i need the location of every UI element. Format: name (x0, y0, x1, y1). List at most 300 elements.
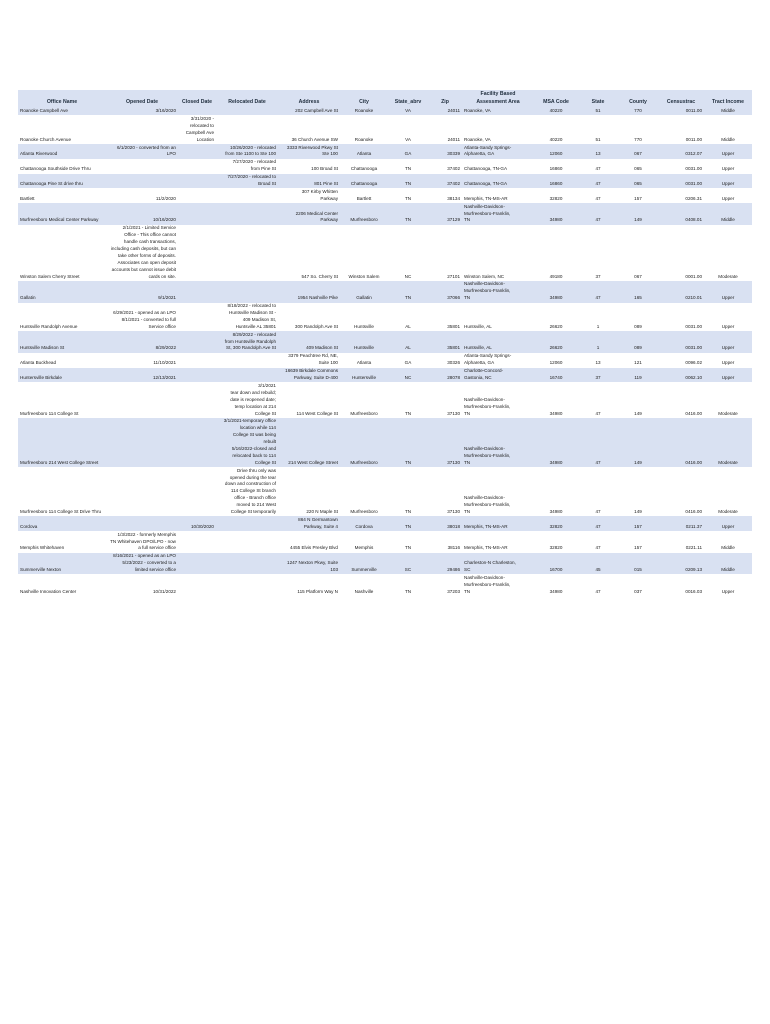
cell-city: Nashville (340, 574, 388, 596)
cell-office-name: Murfreesboro Medical Center Parkway (18, 203, 106, 225)
table-row (18, 225, 752, 281)
cell-office-name: Winston Salem Cherry Street (18, 225, 106, 281)
cell-office-name: Chattanooga Pine St drive thru (18, 174, 106, 189)
column-header-closed-date: Closed Date (178, 90, 216, 108)
cell-county: 065 (618, 174, 658, 189)
cell-tract-income: Upper (704, 188, 752, 203)
cell-state: 47 (578, 418, 618, 467)
cell-county: 165 (618, 281, 658, 303)
cell-address: 100 Broad St (278, 159, 340, 174)
cell-state: 47 (578, 159, 618, 174)
cell-censustract: 0206.31 (658, 188, 704, 203)
cell-relocated-date (216, 353, 278, 368)
cell-censustract: 0416.00 (658, 467, 704, 516)
cell-office-name: Atlanta Buckhead (18, 353, 106, 368)
cell-county: 157 (618, 188, 658, 203)
cell-state-abrv: TN (388, 516, 428, 531)
cell-state-abrv: TN (388, 159, 428, 174)
cell-censustract: 0031.00 (658, 174, 704, 189)
cell-msa-code: 34980 (534, 382, 578, 417)
table-row (18, 108, 752, 116)
cell-msa-code: 32820 (534, 531, 578, 553)
cell-msa-code: 34980 (534, 203, 578, 225)
cell-relocated-date (216, 574, 278, 596)
cell-tract-income: Moderate (704, 382, 752, 417)
cell-address: 220 N Maple St (278, 467, 340, 516)
cell-opened-date: 12/13/2021 (106, 368, 178, 383)
cell-tract-income: Upper (704, 303, 752, 332)
cell-msa-code: 12060 (534, 353, 578, 368)
cell-state: 47 (578, 382, 618, 417)
cell-closed-date (178, 553, 216, 575)
cell-state: 51 (578, 115, 618, 144)
cell-state: 47 (578, 174, 618, 189)
cell-closed-date (178, 353, 216, 368)
cell-censustract: 0031.00 (658, 303, 704, 332)
cell-county: 089 (618, 303, 658, 332)
cell-msa-code: 34980 (534, 418, 578, 467)
cell-address: 1954 Nashville Pike (278, 281, 340, 303)
cell-state-abrv: VA (388, 115, 428, 144)
cell-assessment-area: Nashville-Davidson- Murfreesboro-Franklin, TN (462, 418, 534, 467)
cell-address: 300 Randolph Ave St (278, 303, 340, 332)
column-header-address: Address (278, 90, 340, 108)
cell-state: 45 (578, 553, 618, 575)
cell-office-name: Murfreesboro 114 College St Drive Thru (18, 467, 106, 516)
table-row (18, 531, 752, 553)
table-row (18, 281, 752, 303)
cell-address: 202 Campbell Ave St (278, 108, 340, 116)
cell-censustract: 0031.00 (658, 331, 704, 353)
cell-assessment-area: Huntsville, AL (462, 303, 534, 332)
cell-relocated-date: Drive thru only was opened during the tear down and construction of 114 College St branch office - Branch office moved to 214 West College St temporarily (216, 467, 278, 516)
column-header-state: State (578, 90, 618, 108)
cell-tract-income: Moderate (704, 467, 752, 516)
cell-address: 1247 Nexton Pkwy, Suite 103 (278, 553, 340, 575)
cell-state: 47 (578, 574, 618, 596)
cell-relocated-date: 10/26/2020 - relocated from Ste 1100 to Ste 100 (216, 144, 278, 159)
cell-office-name: Huntersville Birkdale (18, 368, 106, 383)
cell-censustract: 0062.10 (658, 368, 704, 383)
cell-address: 16639 Birkdale Commons Parkway, Suite D-400 (278, 368, 340, 383)
cell-relocated-date (216, 368, 278, 383)
cell-city: Roanoke (340, 115, 388, 144)
cell-zip: 37130 (428, 467, 462, 516)
cell-address: 547 So. Cherry St (278, 225, 340, 281)
cell-tract-income: Middle (704, 553, 752, 575)
cell-opened-date (106, 516, 178, 531)
cell-assessment-area: Charlotte-Concord- Gastonia, NC (462, 368, 534, 383)
cell-address: 115 Platform Way N (278, 574, 340, 596)
branch-office-table (18, 90, 752, 596)
cell-opened-date: 8/29/2022 (106, 331, 178, 353)
cell-opened-date (106, 174, 178, 189)
cell-closed-date (178, 303, 216, 332)
cell-state: 37 (578, 225, 618, 281)
cell-msa-code: 26620 (534, 331, 578, 353)
cell-closed-date (178, 368, 216, 383)
cell-assessment-area: Winston Salem, NC (462, 225, 534, 281)
cell-closed-date (178, 108, 216, 116)
cell-relocated-date: 7/27/2020 - relocated from Pine St (216, 159, 278, 174)
cell-state-abrv: SC (388, 553, 428, 575)
cell-county: 149 (618, 467, 658, 516)
cell-state: 1 (578, 303, 618, 332)
table-row (18, 382, 752, 417)
cell-zip: 35801 (428, 331, 462, 353)
cell-office-name: Murfreesboro 114 College St (18, 382, 106, 417)
cell-opened-date: 9/1/2021 (106, 281, 178, 303)
cell-city: Gallatin (340, 281, 388, 303)
cell-county: 067 (618, 144, 658, 159)
cell-msa-code: 34980 (534, 281, 578, 303)
cell-state-abrv: TN (388, 203, 428, 225)
cell-censustract: 0416.00 (658, 418, 704, 467)
cell-address: 3333 Riverwood Pkwy St Ste 100 (278, 144, 340, 159)
cell-msa-code: 12060 (534, 144, 578, 159)
cell-city: Bartlett (340, 188, 388, 203)
cell-city: Summerville (340, 553, 388, 575)
cell-closed-date (178, 467, 216, 516)
cell-tract-income: Upper (704, 516, 752, 531)
cell-msa-code: 34980 (534, 574, 578, 596)
cell-city: Huntsville (340, 303, 388, 332)
cell-office-name: Huntsville Madison St (18, 331, 106, 353)
cell-assessment-area: Chattanooga, TN-GA (462, 159, 534, 174)
cell-censustract: 0210.01 (658, 281, 704, 303)
cell-county: 065 (618, 159, 658, 174)
table-row (18, 115, 752, 144)
cell-zip: 37129 (428, 203, 462, 225)
cell-relocated-date: 8/18/2022 - relocated to Huntsville Madison St - 409 Madison St, Huntsville AL 35801 (216, 303, 278, 332)
cell-tract-income: Moderate (704, 225, 752, 281)
cell-state-abrv: NC (388, 368, 428, 383)
cell-assessment-area: Chattanooga, TN-GA (462, 174, 534, 189)
cell-state-abrv: NC (388, 225, 428, 281)
cell-state: 47 (578, 203, 618, 225)
cell-opened-date: 6/29/2021 - opened as an LPO 8/1/2021 - converted to full Service office (106, 303, 178, 332)
cell-closed-date (178, 203, 216, 225)
cell-address: 2206 Medical Center Parkway (278, 203, 340, 225)
cell-closed-date (178, 531, 216, 553)
cell-msa-code: 16700 (534, 553, 578, 575)
cell-tract-income: Upper (704, 159, 752, 174)
cell-state-abrv: TN (388, 467, 428, 516)
cell-office-name: Summerville Nexton (18, 553, 106, 575)
cell-censustract: 0221.11 (658, 531, 704, 553)
cell-closed-date (178, 382, 216, 417)
cell-state-abrv: TN (388, 531, 428, 553)
cell-assessment-area: Charleston-N Charleston, SC (462, 553, 534, 575)
cell-zip: 24011 (428, 115, 462, 144)
cell-closed-date: 3/31/2020 - relocated to Campbell Ave Location (178, 115, 216, 144)
cell-office-name: Nashville Innovation Center (18, 574, 106, 596)
cell-address: 4455 Elvis Presley Blvd (278, 531, 340, 553)
table-row (18, 418, 752, 467)
cell-zip: 30326 (428, 353, 462, 368)
column-header-relocated-date: Relocated Date (216, 90, 278, 108)
table-row (18, 188, 752, 203)
cell-opened-date (106, 467, 178, 516)
cell-assessment-area: Memphis, TN-MS-AR (462, 531, 534, 553)
table-row (18, 467, 752, 516)
cell-county: 157 (618, 516, 658, 531)
table-row (18, 144, 752, 159)
table-row (18, 159, 752, 174)
table-row (18, 203, 752, 225)
cell-tract-income: Upper (704, 144, 752, 159)
cell-county: 149 (618, 382, 658, 417)
cell-tract-income: Moderate (704, 418, 752, 467)
cell-relocated-date (216, 553, 278, 575)
cell-opened-date: 2/1/2021 - Limited Service Office - This office cannot handle cash transactions, including cash deposits, but can take other forms of deposits. Associates can open deposit accounts but cannot issue debit cards on site. (106, 225, 178, 281)
cell-relocated-date (216, 281, 278, 303)
cell-opened-date: 11/10/2021 (106, 353, 178, 368)
cell-closed-date (178, 174, 216, 189)
column-header-office-name: Office Name (18, 90, 106, 108)
cell-office-name: Cordova (18, 516, 106, 531)
cell-zip: 38134 (428, 188, 462, 203)
cell-state: 47 (578, 516, 618, 531)
cell-zip: 37130 (428, 418, 462, 467)
cell-msa-code: 16860 (534, 159, 578, 174)
cell-msa-code: 16740 (534, 368, 578, 383)
cell-assessment-area: Nashville-Davidson- Murfreesboro-Franklin, TN (462, 203, 534, 225)
cell-city: Huntersville (340, 368, 388, 383)
cell-state-abrv: TN (388, 281, 428, 303)
cell-tract-income: Upper (704, 574, 752, 596)
cell-relocated-date: 3/1/2021 tear down and rebuild; date is reopened date; temp location at 214 College St (216, 382, 278, 417)
cell-relocated-date (216, 108, 278, 116)
cell-city: Chattanooga (340, 159, 388, 174)
cell-city: Memphis (340, 531, 388, 553)
cell-city: Murfreesboro (340, 418, 388, 467)
cell-state: 47 (578, 281, 618, 303)
cell-censustract: 0011.00 (658, 115, 704, 144)
table-row (18, 574, 752, 596)
cell-zip: 24011 (428, 108, 462, 116)
cell-relocated-date (216, 188, 278, 203)
cell-msa-code: 26620 (534, 303, 578, 332)
cell-state-abrv: AL (388, 331, 428, 353)
cell-closed-date (178, 144, 216, 159)
cell-msa-code: 40220 (534, 115, 578, 144)
cell-zip: 35801 (428, 303, 462, 332)
cell-assessment-area: Atlanta-Sandy Springs- Alpharetta, GA (462, 144, 534, 159)
column-header-state-abrv: State_abrv (388, 90, 428, 108)
cell-state: 1 (578, 331, 618, 353)
cell-city: Murfreesboro (340, 203, 388, 225)
cell-office-name: Memphis Whitehaven (18, 531, 106, 553)
cell-closed-date: 10/30/2020 (178, 516, 216, 531)
column-header-msa-code: MSA Code (534, 90, 578, 108)
cell-address: 864 N Germantown Parkway, Suite 4 (278, 516, 340, 531)
cell-county: 121 (618, 353, 658, 368)
table-row (18, 174, 752, 189)
cell-zip: 37066 (428, 281, 462, 303)
table-row (18, 553, 752, 575)
cell-assessment-area: Nashville-Davidson- Murfreesboro-Franklin, TN (462, 467, 534, 516)
cell-state: 47 (578, 467, 618, 516)
cell-address: 3379 Peachtree Rd, NE, Suite 100 (278, 353, 340, 368)
cell-tract-income: Upper (704, 174, 752, 189)
cell-msa-code: 32820 (534, 516, 578, 531)
cell-assessment-area: Nashville-Davidson- Murfreesboro-Franklin, TN (462, 574, 534, 596)
cell-closed-date (178, 281, 216, 303)
cell-address: 307 Kirby Whitten Parkway (278, 188, 340, 203)
cell-opened-date (106, 418, 178, 467)
cell-state-abrv: GA (388, 353, 428, 368)
cell-tract-income: Upper (704, 353, 752, 368)
cell-state: 47 (578, 188, 618, 203)
cell-censustract: 0209.13 (658, 553, 704, 575)
cell-opened-date: 3/16/2020 (106, 108, 178, 116)
column-header-assessment-area: Facility Based Assessment Area (462, 90, 534, 108)
cell-assessment-area: Atlanta-Sandy Springs- Alpharetta, GA (462, 353, 534, 368)
cell-censustract: 0011.00 (658, 108, 704, 116)
cell-office-name: Huntsville Randolph Avenue (18, 303, 106, 332)
cell-address: 801 Pine St (278, 174, 340, 189)
cell-closed-date (178, 159, 216, 174)
cell-assessment-area: Nashville-Davidson- Murfreesboro-Franklin, TN (462, 382, 534, 417)
cell-censustract: 0096.02 (658, 353, 704, 368)
cell-city: Cordova (340, 516, 388, 531)
cell-zip: 29486 (428, 553, 462, 575)
cell-censustract: 0211.37 (658, 516, 704, 531)
cell-county: 089 (618, 331, 658, 353)
column-header-county: County (618, 90, 658, 108)
cell-tract-income: Middle (704, 108, 752, 116)
cell-tract-income: Middle (704, 203, 752, 225)
cell-assessment-area: Nashville-Davidson- Murfreesboro-Franklin, TN (462, 281, 534, 303)
cell-assessment-area: Memphis, TN-MS-AR (462, 188, 534, 203)
column-header-censustract: Censustrac (658, 90, 704, 108)
cell-address: 409 Madison St (278, 331, 340, 353)
cell-censustract: 0312.07 (658, 144, 704, 159)
cell-office-name: Bartlett (18, 188, 106, 203)
cell-opened-date: 8/16/2021 - opened as an LPO 5/23/2022 - converted to a limited service office (106, 553, 178, 575)
cell-state: 47 (578, 531, 618, 553)
cell-tract-income: Middle (704, 115, 752, 144)
cell-city: Atlanta (340, 144, 388, 159)
table-row (18, 368, 752, 383)
cell-censustract: 0408.01 (658, 203, 704, 225)
cell-opened-date: 10/31/2022 (106, 574, 178, 596)
cell-county: 037 (618, 574, 658, 596)
cell-city: Murfreesboro (340, 467, 388, 516)
cell-opened-date: 11/2/2020 (106, 188, 178, 203)
cell-assessment-area: Huntsville, AL (462, 331, 534, 353)
cell-zip: 37402 (428, 174, 462, 189)
cell-opened-date: 6/1/2020 - converted from an LPO (106, 144, 178, 159)
table-row (18, 516, 752, 531)
cell-state: 51 (578, 108, 618, 116)
cell-county: 015 (618, 553, 658, 575)
cell-opened-date: 10/16/2020 (106, 203, 178, 225)
cell-opened-date (106, 115, 178, 144)
cell-relocated-date: 8/29/2022 - relocated from Huntsville Randolph St, 300 Randolph Ave St (216, 331, 278, 353)
cell-tract-income: Upper (704, 331, 752, 353)
table-row (18, 303, 752, 332)
cell-city: Chattanooga (340, 174, 388, 189)
cell-relocated-date (216, 115, 278, 144)
cell-city: Huntsville (340, 331, 388, 353)
cell-assessment-area: Memphis, TN-MS-AR (462, 516, 534, 531)
cell-state-abrv: AL (388, 303, 428, 332)
cell-office-name: Roanoke Campbell Ave (18, 108, 106, 116)
cell-msa-code: 40220 (534, 108, 578, 116)
cell-zip: 27101 (428, 225, 462, 281)
cell-state-abrv: TN (388, 382, 428, 417)
cell-closed-date (178, 188, 216, 203)
cell-tract-income: Upper (704, 281, 752, 303)
cell-office-name: Murfreesboro 214 West College Street (18, 418, 106, 467)
cell-relocated-date (216, 516, 278, 531)
cell-closed-date (178, 574, 216, 596)
cell-relocated-date: 7/27/2020 - relocated to Broad St (216, 174, 278, 189)
cell-assessment-area: Roanoke, VA (462, 108, 534, 116)
cell-zip: 30339 (428, 144, 462, 159)
cell-zip: 28078 (428, 368, 462, 383)
cell-msa-code: 32820 (534, 188, 578, 203)
cell-censustract: 0416.00 (658, 382, 704, 417)
cell-censustract: 0031.00 (658, 159, 704, 174)
cell-tract-income: Middle (704, 531, 752, 553)
cell-zip: 38018 (428, 516, 462, 531)
cell-msa-code: 49180 (534, 225, 578, 281)
cell-address: 214 West College Street (278, 418, 340, 467)
cell-tract-income: Upper (704, 368, 752, 383)
cell-city: Winston Salem (340, 225, 388, 281)
cell-county: 119 (618, 368, 658, 383)
cell-address: 114 West College St (278, 382, 340, 417)
cell-relocated-date (216, 225, 278, 281)
cell-state-abrv: VA (388, 108, 428, 116)
cell-opened-date (106, 159, 178, 174)
cell-state: 13 (578, 144, 618, 159)
cell-city: Atlanta (340, 353, 388, 368)
column-header-city: City (340, 90, 388, 108)
cell-county: 067 (618, 225, 658, 281)
cell-closed-date (178, 418, 216, 467)
cell-state-abrv: TN (388, 418, 428, 467)
cell-relocated-date: 3/1/2021-temporary office location while 114 College St was being rebuilt 5/16/2022-closed and relocated back to 114 College St (216, 418, 278, 467)
header-row (18, 90, 752, 108)
cell-city: Murfreesboro (340, 382, 388, 417)
cell-relocated-date (216, 203, 278, 225)
cell-relocated-date (216, 531, 278, 553)
cell-closed-date (178, 225, 216, 281)
cell-state-abrv: TN (388, 574, 428, 596)
cell-county: 149 (618, 418, 658, 467)
cell-state: 13 (578, 353, 618, 368)
cell-state: 37 (578, 368, 618, 383)
cell-address: 36 Church Avenue SW (278, 115, 340, 144)
cell-censustract: 0016.03 (658, 574, 704, 596)
cell-state-abrv: TN (388, 188, 428, 203)
cell-zip: 37130 (428, 382, 462, 417)
cell-zip: 37402 (428, 159, 462, 174)
cell-closed-date (178, 331, 216, 353)
table-row (18, 331, 752, 353)
cell-office-name: Atlanta Riverwood (18, 144, 106, 159)
cell-office-name: Gallatin (18, 281, 106, 303)
cell-city: Roanoke (340, 108, 388, 116)
column-header-tract-income: Tract Income (704, 90, 752, 108)
cell-state-abrv: GA (388, 144, 428, 159)
cell-office-name: Chattanooga Southside Drive Thru (18, 159, 106, 174)
cell-msa-code: 34980 (534, 467, 578, 516)
